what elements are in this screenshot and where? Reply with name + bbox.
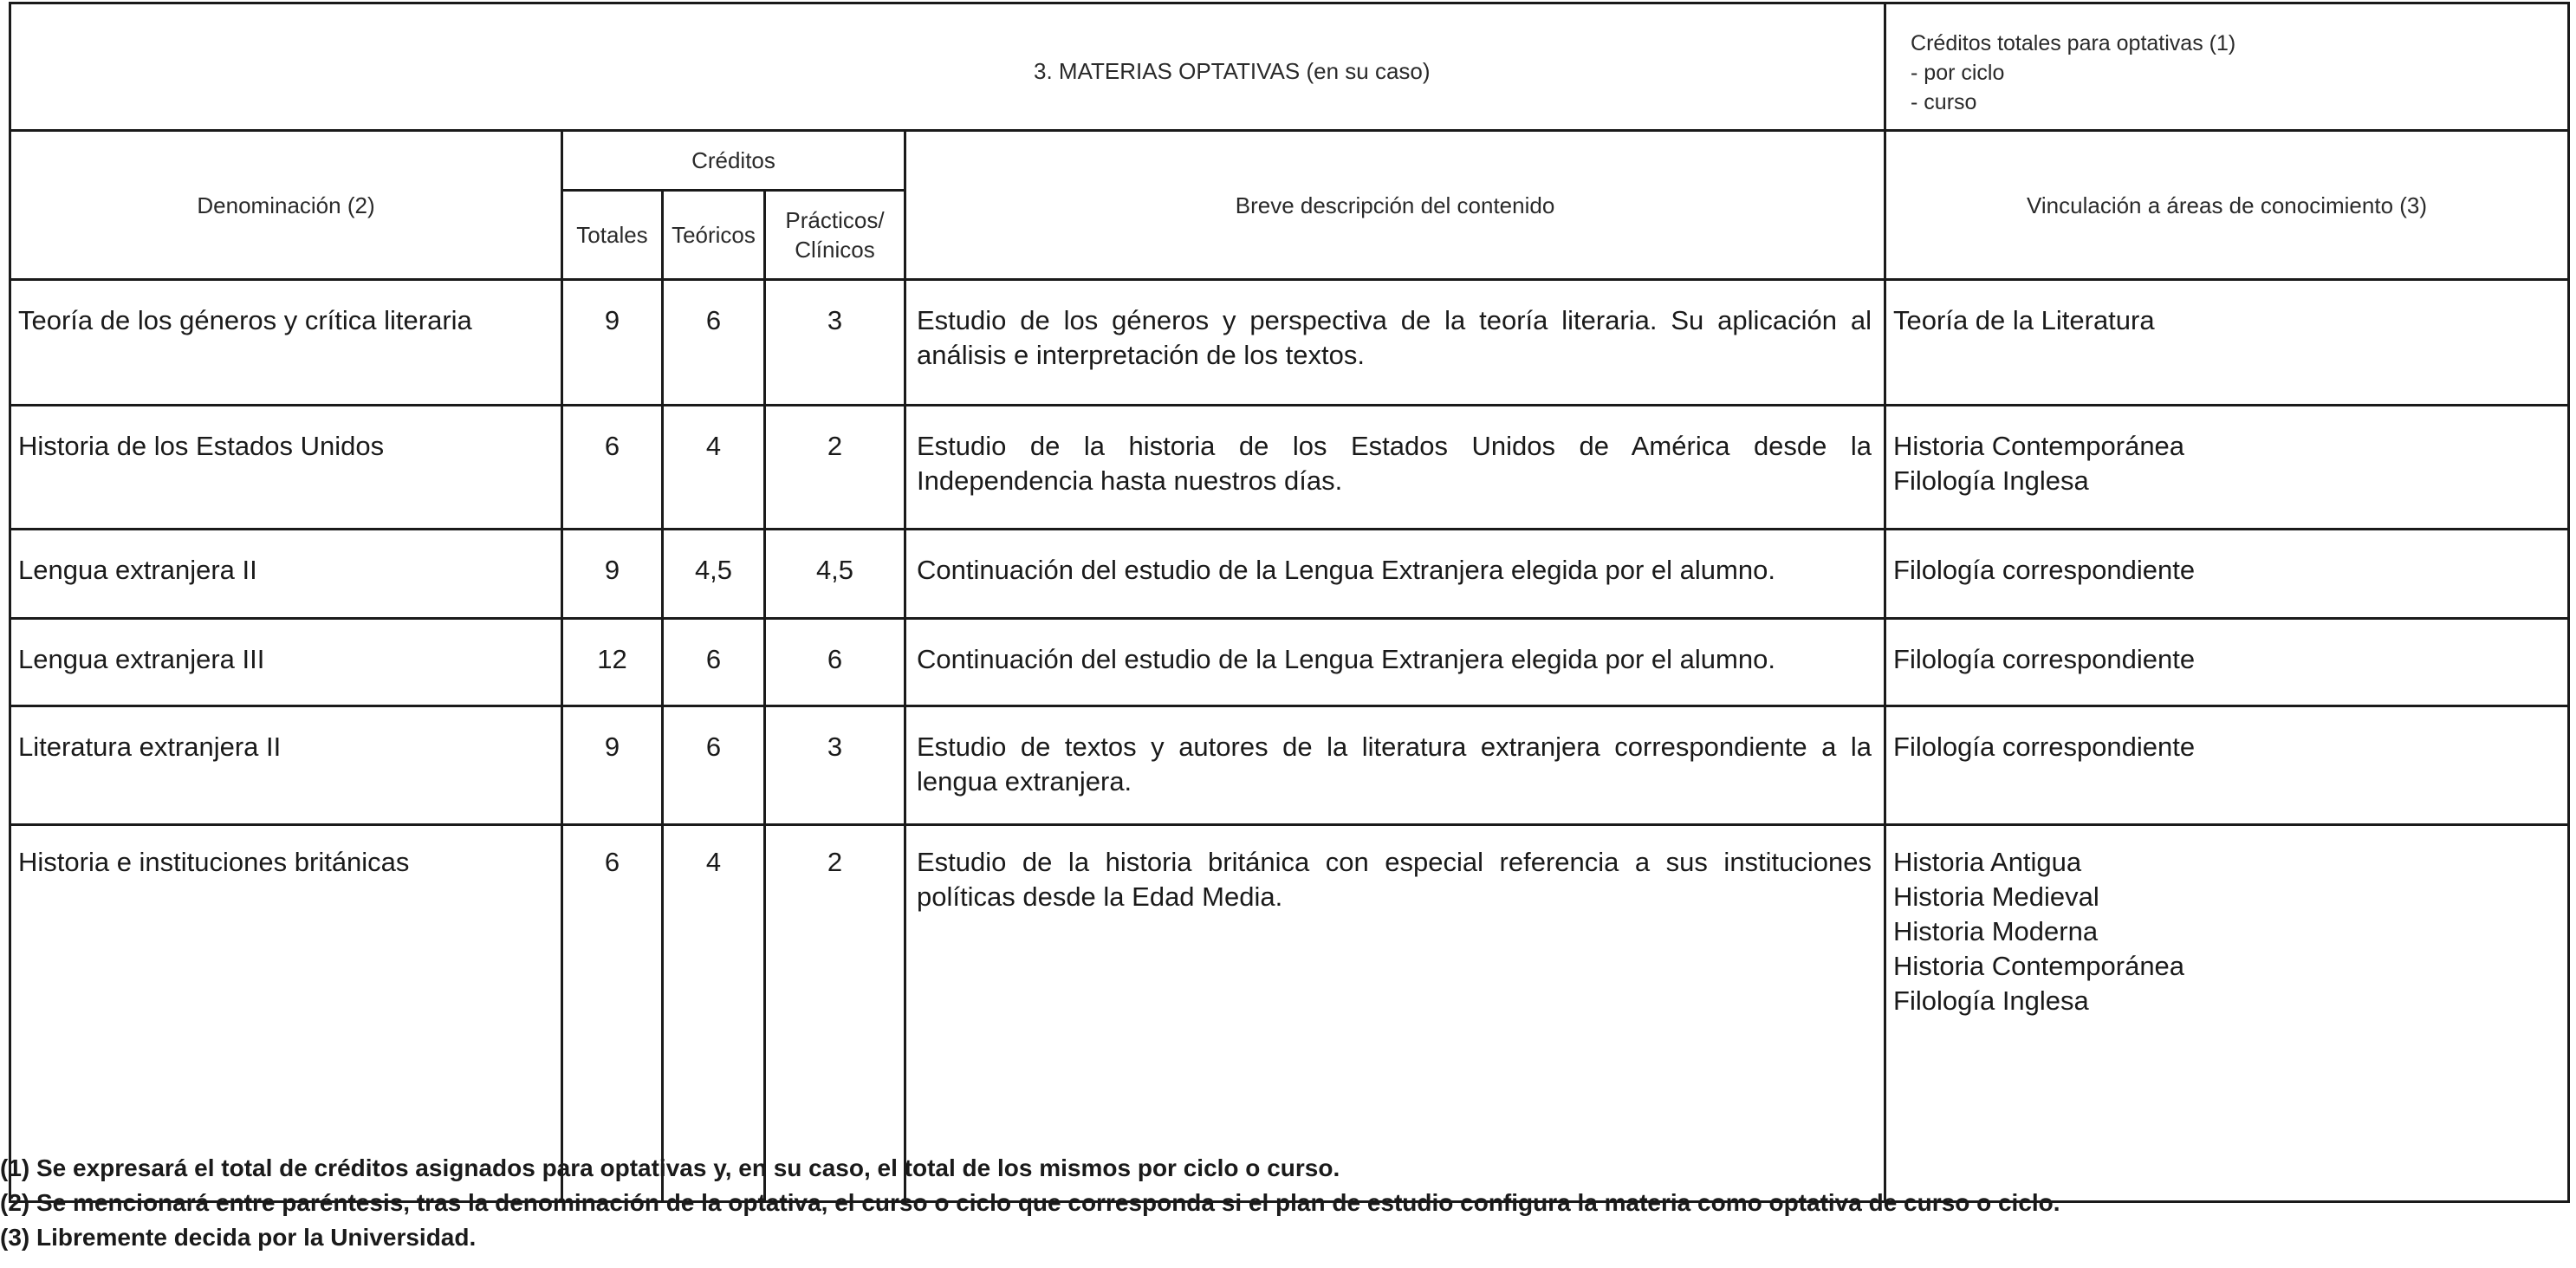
vinculacion-area: Historia Medieval <box>1893 881 2099 912</box>
table-title-cell <box>10 3 1885 131</box>
vinculacion-area: Filología Inglesa <box>1893 465 2089 496</box>
row-descripcion: Continuación del estudio de la Lengua Extranjera elegida por el alumno. <box>905 530 1885 619</box>
row-vinculacion <box>1885 825 2569 1202</box>
row-descripcion: Estudio de la historia de los Estados Unidos de América desde la Independencia hasta nuestros días. <box>905 406 1885 530</box>
footnotes <box>0 1151 2565 1255</box>
row-descripcion: Estudio de la historia británica con especial referencia a sus instituciones políticas desde la Edad Media. <box>905 825 1885 1202</box>
row-denominacion: Literatura extranjera II <box>10 706 562 825</box>
credits-per-curso: - curso <box>1911 90 1977 114</box>
vinculacion-area: Filología correspondiente <box>1893 644 2196 674</box>
row-descripcion: Estudio de textos y autores de la literatura extranjera correspondiente a la lengua extranjera. <box>905 706 1885 825</box>
table-title-row <box>10 3 2569 131</box>
row-denominacion: Historia e instituciones británicas <box>10 825 562 1202</box>
vinculacion-area: Teoría de la Literatura <box>1893 305 2155 335</box>
row-denominacion: Lengua extranjera III <box>10 619 562 706</box>
credits-total-cell <box>1885 3 2569 131</box>
row-practicos: 2 <box>765 406 905 530</box>
row-teoricos: 4 <box>663 825 765 1202</box>
row-totales: 9 <box>562 530 663 619</box>
row-totales: 12 <box>562 619 663 706</box>
vinculacion-area: Historia Moderna <box>1893 916 2099 946</box>
header-practicos: Prácticos/ Clínicos <box>765 191 905 280</box>
optativas-table <box>9 2 2570 1203</box>
row-totales: 6 <box>562 406 663 530</box>
row-practicos: 4,5 <box>765 530 905 619</box>
header-creditos: Créditos <box>562 131 905 191</box>
row-teoricos: 6 <box>663 706 765 825</box>
row-teoricos: 6 <box>663 619 765 706</box>
table-title: 3. MATERIAS OPTATIVAS (en su caso) <box>1034 58 1431 84</box>
row-practicos: 6 <box>765 619 905 706</box>
row-descripcion: Estudio de los géneros y perspectiva de la teoría literaria. Su aplicación al análisis e interpretación de los textos. <box>905 280 1885 406</box>
row-denominacion: Teoría de los géneros y crítica literaria <box>10 280 562 406</box>
table-row <box>10 530 2569 619</box>
column-header-row <box>10 131 2569 191</box>
footnote-3: (3) Libremente decida por la Universidad. <box>0 1224 477 1251</box>
row-denominacion: Lengua extranjera II <box>10 530 562 619</box>
row-totales: 6 <box>562 825 663 1202</box>
row-teoricos: 6 <box>663 280 765 406</box>
vinculacion-area: Filología correspondiente <box>1893 732 2196 762</box>
credits-total-label: Créditos totales para optativas (1) <box>1911 31 2236 55</box>
table-row <box>10 706 2569 825</box>
row-denominacion: Historia de los Estados Unidos <box>10 406 562 530</box>
footnote-2: (2) Se mencionará entre paréntesis, tras la denominación de la optativa, el curso o ciclo que corresponda si el plan de estudio configura la materia como optativa de curso o ciclo. <box>0 1189 2060 1216</box>
header-descripcion: Breve descripción del contenido <box>905 131 1885 280</box>
row-totales: 9 <box>562 280 663 406</box>
row-descripcion: Continuación del estudio de la Lengua Extranjera elegida por el alumno. <box>905 619 1885 706</box>
row-vinculacion <box>1885 706 2569 825</box>
row-teoricos: 4 <box>663 406 765 530</box>
header-totales: Totales <box>562 191 663 280</box>
credits-per-ciclo: - por ciclo <box>1911 61 2005 85</box>
header-denominacion: Denominación (2) <box>10 131 562 280</box>
vinculacion-area: Historia Antigua <box>1893 847 2082 877</box>
table-row <box>10 825 2569 1202</box>
vinculacion-area: Historia Contemporánea <box>1893 431 2185 461</box>
table-row <box>10 280 2569 406</box>
vinculacion-area: Filología correspondiente <box>1893 555 2196 585</box>
table-row <box>10 619 2569 706</box>
row-vinculacion <box>1885 280 2569 406</box>
header-teoricos: Teóricos <box>663 191 765 280</box>
row-totales: 9 <box>562 706 663 825</box>
row-practicos: 2 <box>765 825 905 1202</box>
row-practicos: 3 <box>765 280 905 406</box>
header-vinculacion: Vinculación a áreas de conocimiento (3) <box>1885 131 2569 280</box>
row-vinculacion <box>1885 619 2569 706</box>
row-vinculacion <box>1885 530 2569 619</box>
row-practicos: 3 <box>765 706 905 825</box>
vinculacion-area: Historia Contemporánea <box>1893 951 2185 981</box>
row-vinculacion <box>1885 406 2569 530</box>
table-row <box>10 406 2569 530</box>
footnote-1: (1) Se expresará el total de créditos asignados para optativas y, en su caso, el total de los mismos por ciclo o curso. <box>0 1154 1340 1181</box>
row-teoricos: 4,5 <box>663 530 765 619</box>
vinculacion-area: Filología Inglesa <box>1893 985 2089 1016</box>
